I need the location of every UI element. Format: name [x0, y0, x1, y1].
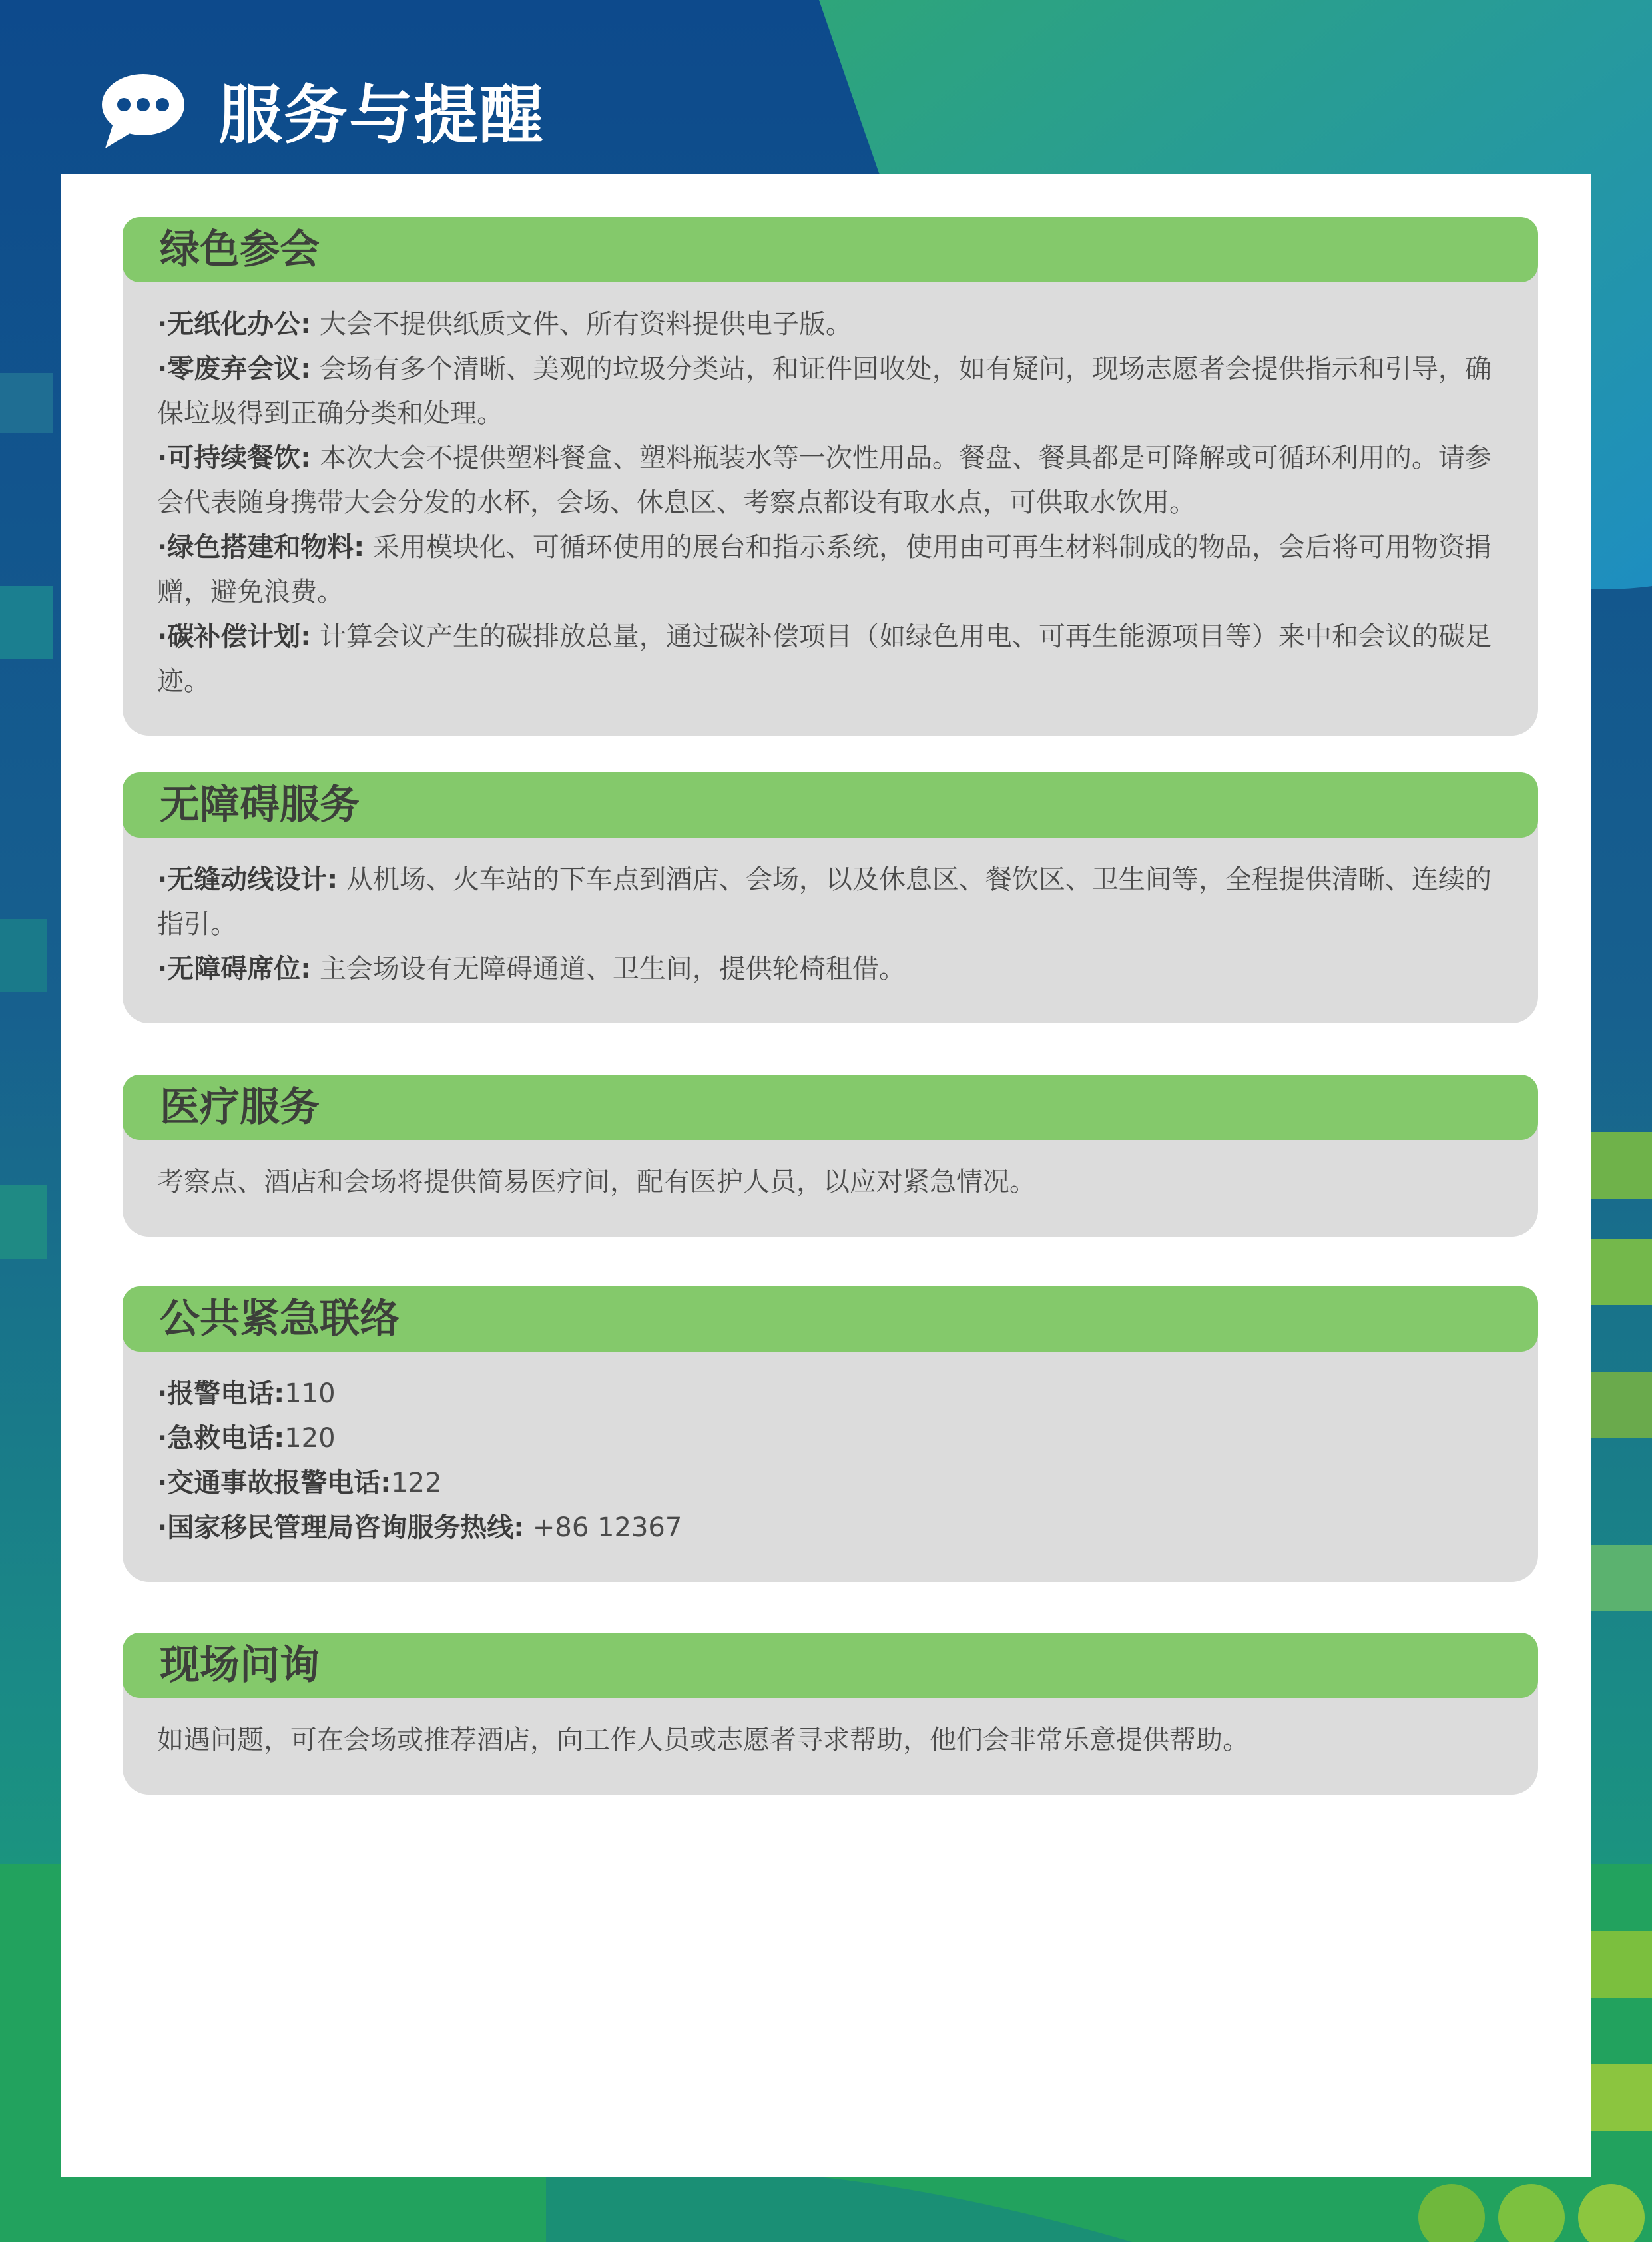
item-label: 无纸化办公: — [167, 309, 312, 340]
section-header — [123, 1075, 1538, 1140]
item-text: 如遇问题，可在会场或推荐酒店，向工作人员或志愿者寻求帮助，他们会非常乐意提供帮助。 — [157, 1725, 1249, 1755]
item-text: 会场有多个清晰、美观的垃圾分类站，和证件回收处，如有疑问，现场志愿者会提供指示和引导，确保垃圾得到正确分类和处理。 — [157, 354, 1492, 429]
item-text: 大会不提供纸质文件、所有资料提供电子版。 — [311, 309, 852, 340]
item-label: 报警电话: — [167, 1378, 285, 1409]
section-body — [123, 1332, 1538, 1582]
list-item: ·国家移民管理局咨询服务热线: +86 12367 — [157, 1512, 683, 1543]
chat-bubble-icon — [100, 70, 186, 150]
section-header — [123, 1633, 1538, 1698]
item-text: 采用模块化、可循环使用的展台和指示系统，使用由可再生材料制成的物品，会后将可用物资捐赠，避免浪费。 — [157, 532, 1492, 607]
item-label: 急救电话: — [167, 1423, 285, 1454]
section-accessibility — [123, 772, 1538, 1023]
section-header — [123, 217, 1538, 282]
item-text: +86 12367 — [524, 1512, 683, 1543]
item-text: 110 — [284, 1378, 336, 1409]
list-item: ·碳补偿计划: 计算会议产生的碳排放总量，通过碳补偿项目（如绿色用电、可再生能源项目等）来中和会议的碳足迹。 — [157, 621, 1492, 697]
section-title: 绿色参会 — [160, 226, 320, 273]
item-label: 绿色搭建和物料: — [167, 532, 365, 563]
list-item: ·无纸化办公: 大会不提供纸质文件、所有资料提供电子版。 — [157, 309, 852, 340]
section-header — [123, 1286, 1538, 1352]
item-text: 计算会议产生的碳排放总量，通过碳补偿项目（如绿色用电、可再生能源项目等）来中和会议的碳足迹。 — [157, 621, 1492, 697]
item-label: 零废弃会议: — [167, 354, 312, 384]
section-header — [123, 772, 1538, 838]
list-item: ·无缝动线设计: 从机场、火车站的下车点到酒店、会场，以及休息区、餐饮区、卫生间等，全程提供清晰、连续的指引。 — [157, 864, 1492, 940]
page-header — [100, 67, 545, 153]
item-label: 国家移民管理局咨询服务热线: — [167, 1512, 525, 1543]
list-item: ·零废弃会议: 会场有多个清晰、美观的垃圾分类站，和证件回收处，如有疑问，现场志愿者会提供指示和引导，确保垃圾得到正确分类和处理。 — [157, 354, 1492, 429]
section-green-meeting — [123, 217, 1538, 736]
item-label: 可持续餐饮: — [167, 443, 312, 473]
list-item: ·急救电话:120 — [157, 1423, 336, 1454]
section-body — [123, 262, 1538, 736]
list-item: ·无障碍席位: 主会场设有无障碍通道、卫生间，提供轮椅租借。 — [157, 954, 906, 984]
section-emergency-contacts — [123, 1286, 1538, 1582]
item-text: 本次大会不提供塑料餐盒、塑料瓶装水等一次性用品。餐盘、餐具都是可降解或可循环利用的。请参会代表随身携带大会分发的水杯，会场、休息区、考察点都设有取水点，可供取水饮用。 — [157, 443, 1492, 518]
item-label: 无障碍席位: — [167, 954, 312, 984]
page-title: 服务与提醒 — [218, 77, 545, 152]
item-label: 交通事故报警电话: — [167, 1468, 392, 1498]
item-label: 碳补偿计划: — [167, 621, 312, 652]
content-card — [61, 174, 1591, 2177]
section-body — [123, 818, 1538, 1023]
section-medical — [123, 1075, 1538, 1237]
item-text: 主会场设有无障碍通道、卫生间，提供轮椅租借。 — [311, 954, 906, 984]
item-text: 考察点、酒店和会场将提供简易医疗间，配有医护人员，以应对紧急情况。 — [157, 1167, 1036, 1197]
list-item: ·可持续餐饮: 本次大会不提供塑料餐盒、塑料瓶装水等一次性用品。餐盘、餐具都是可降解或可循环利用的。请参会代表随身携带大会分发的水杯，会场、休息区、考察点都设有取水点，可供取水饮用。 — [157, 443, 1492, 518]
section-onsite-inquiry — [123, 1633, 1538, 1795]
item-text: 从机场、火车站的下车点到酒店、会场，以及休息区、餐饮区、卫生间等，全程提供清晰、连续的指引。 — [157, 864, 1492, 940]
item-text: 122 — [391, 1468, 442, 1498]
list-item: ·交通事故报警电话:122 — [157, 1468, 442, 1498]
list-item — [157, 1718, 1504, 1763]
list-item: ·报警电话:110 — [157, 1378, 336, 1409]
section-title: 公共紧急联络 — [160, 1296, 400, 1342]
item-label: 无缝动线设计: — [167, 864, 338, 895]
list-item — [157, 1160, 1504, 1205]
list-item: ·绿色搭建和物料: 采用模块化、可循环使用的展台和指示系统，使用由可再生材料制成的物品，会后将可用物资捐赠，避免浪费。 — [157, 532, 1492, 607]
section-title: 医疗服务 — [160, 1084, 320, 1131]
item-text: 120 — [284, 1423, 336, 1454]
section-title: 无障碍服务 — [160, 782, 360, 828]
section-title: 现场问询 — [160, 1642, 320, 1689]
